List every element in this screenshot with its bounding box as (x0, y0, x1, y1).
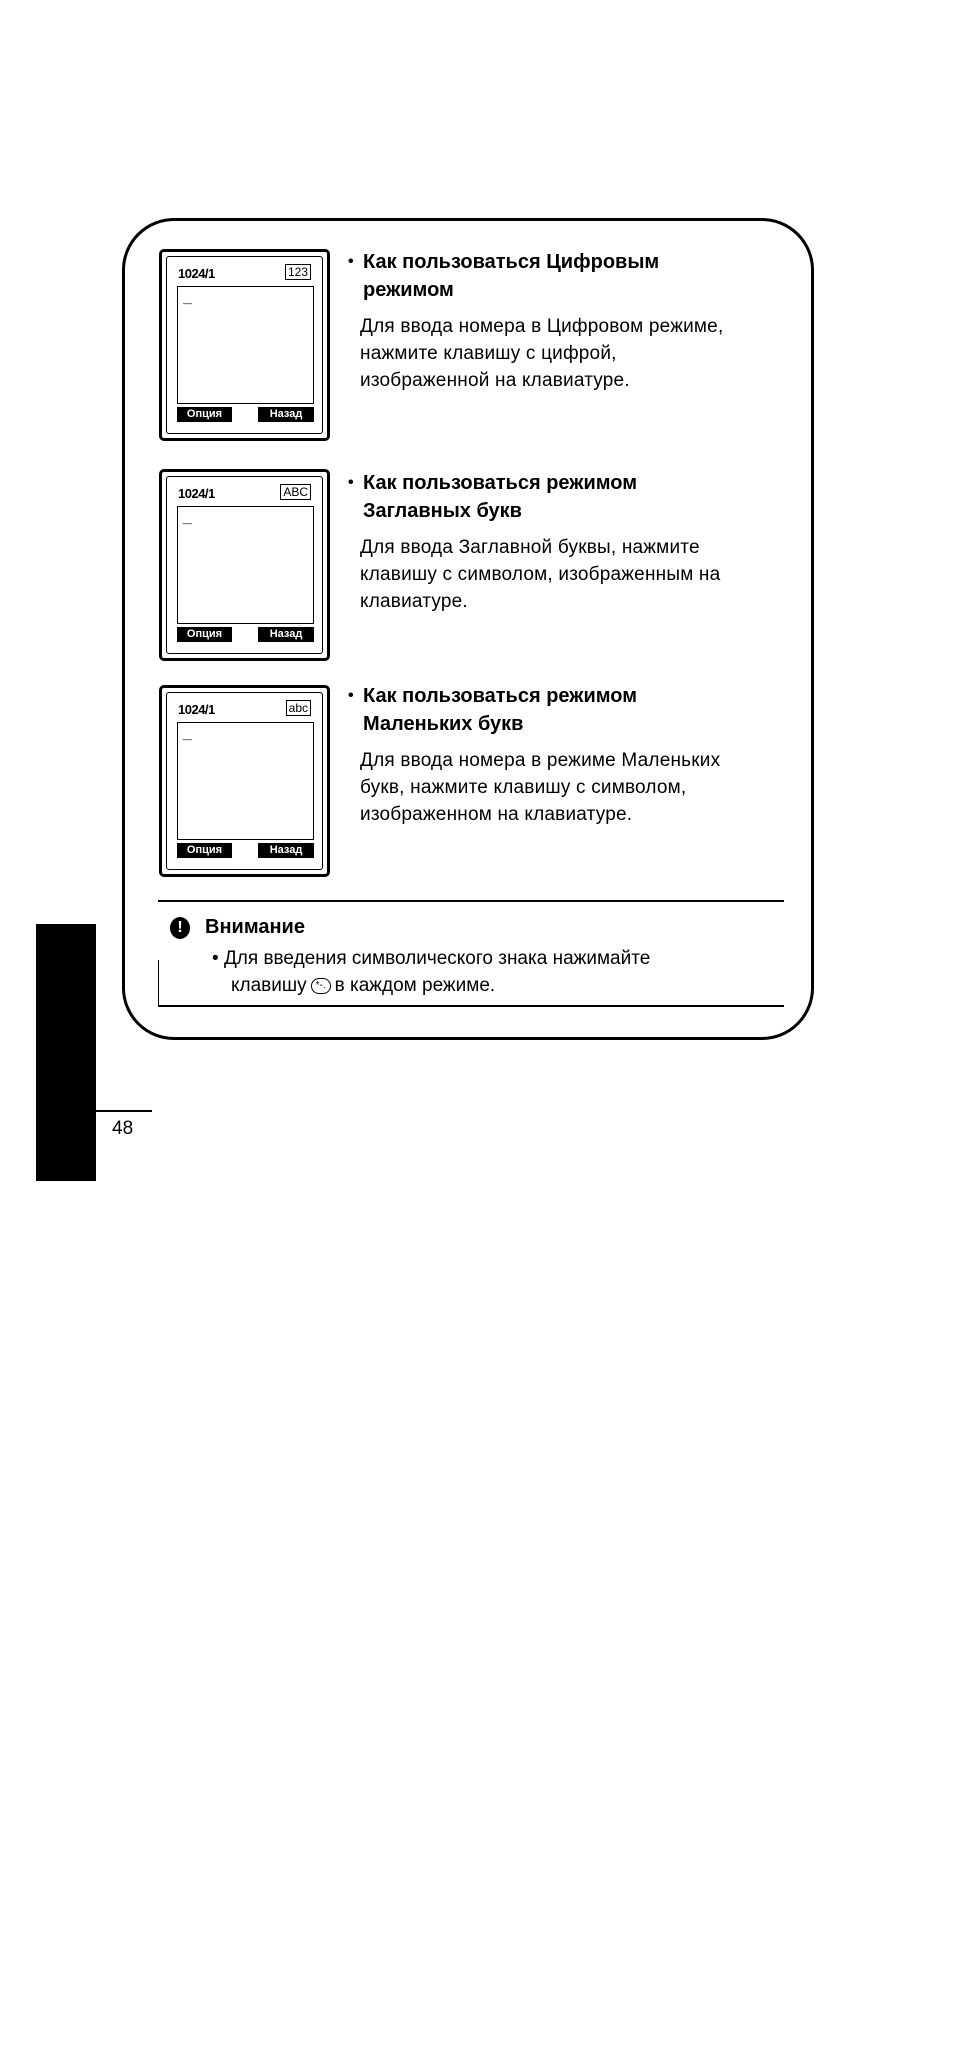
body-line: Для ввода номера в Цифровом режиме, (360, 316, 724, 337)
language-label: РУССКИЙ (87, 1895, 118, 2057)
title-line: Как пользоваться Цифровым (363, 251, 660, 273)
text-cursor: _ (183, 725, 192, 742)
section-title (348, 469, 798, 525)
language-tab (36, 924, 118, 2057)
bullet: • (348, 253, 354, 270)
body-line: клавишу с символом, изображенным на (360, 564, 721, 585)
text-cursor: _ (183, 289, 192, 306)
warning-icon: ! (170, 917, 190, 939)
body-line: Для ввода номера в режиме Маленьких (360, 750, 721, 771)
phone-status: 1024/1 (178, 702, 215, 717)
caution-line (212, 972, 650, 999)
phone-text-area (177, 722, 314, 840)
phone-screen-numeric (159, 249, 330, 441)
soft-key-option: Опция (177, 843, 232, 858)
body-line: изображенной на клавиатуре. (360, 370, 630, 391)
phone-mode-indicator: 123 (285, 264, 311, 280)
title-line: Заглавных букв (363, 500, 522, 522)
section-title (348, 682, 798, 738)
title-line: Маленьких букв (363, 713, 524, 735)
phone-screen-uppercase (159, 469, 330, 661)
title-line: режимом (363, 279, 454, 301)
caution-line (212, 945, 650, 972)
section-title (348, 248, 798, 304)
caution-text (212, 945, 650, 999)
text-cursor: _ (183, 509, 192, 526)
section-numeric-mode (348, 248, 798, 394)
phone-mode-indicator: ABC (280, 484, 311, 500)
body-line: нажмите клавишу с цифрой, (360, 343, 617, 364)
caution-line-text: клавишу (231, 975, 307, 996)
caution-side-rule (158, 960, 159, 1006)
page-number-rule (96, 1110, 152, 1112)
section-body (348, 534, 798, 615)
section-body (348, 747, 798, 828)
soft-key-option: Опция (177, 407, 232, 422)
section-uppercase-mode (348, 469, 798, 615)
phone-status: 1024/1 (178, 486, 215, 501)
phone-text-area (177, 286, 314, 404)
body-line: клавиатуре. (360, 591, 468, 612)
bullet: • (348, 474, 354, 491)
section-body (348, 313, 798, 394)
phone-mode-indicator: abc (286, 700, 311, 716)
body-line: Для ввода Заглавной буквы, нажмите (360, 537, 700, 558)
phone-status: 1024/1 (178, 266, 215, 281)
caution-line-text: в каждом режиме. (334, 975, 496, 996)
bullet: • (212, 948, 219, 969)
star-key-icon: *-. (311, 978, 331, 994)
body-line: букв, нажмите клавишу с символом, (360, 777, 687, 798)
caution-title: Внимание (205, 916, 305, 938)
body-line: изображенном на клавиатуре. (360, 804, 633, 825)
section-lowercase-mode (348, 682, 798, 828)
bullet: • (348, 687, 354, 704)
soft-key-option: Опция (177, 627, 232, 642)
soft-key-back: Назад (258, 843, 314, 858)
soft-key-back: Назад (258, 407, 314, 422)
soft-key-back: Назад (258, 627, 314, 642)
caution-bottom-rule (158, 1005, 784, 1007)
phone-screen-lowercase (159, 685, 330, 877)
page-number: 48 (112, 1118, 134, 1139)
title-line: Как пользоваться режимом (363, 472, 638, 494)
phone-text-area (177, 506, 314, 624)
caution-line-text: Для введения символического знака нажимайте (223, 948, 651, 969)
title-line: Как пользоваться режимом (363, 685, 638, 707)
caution-top-rule (158, 900, 784, 902)
